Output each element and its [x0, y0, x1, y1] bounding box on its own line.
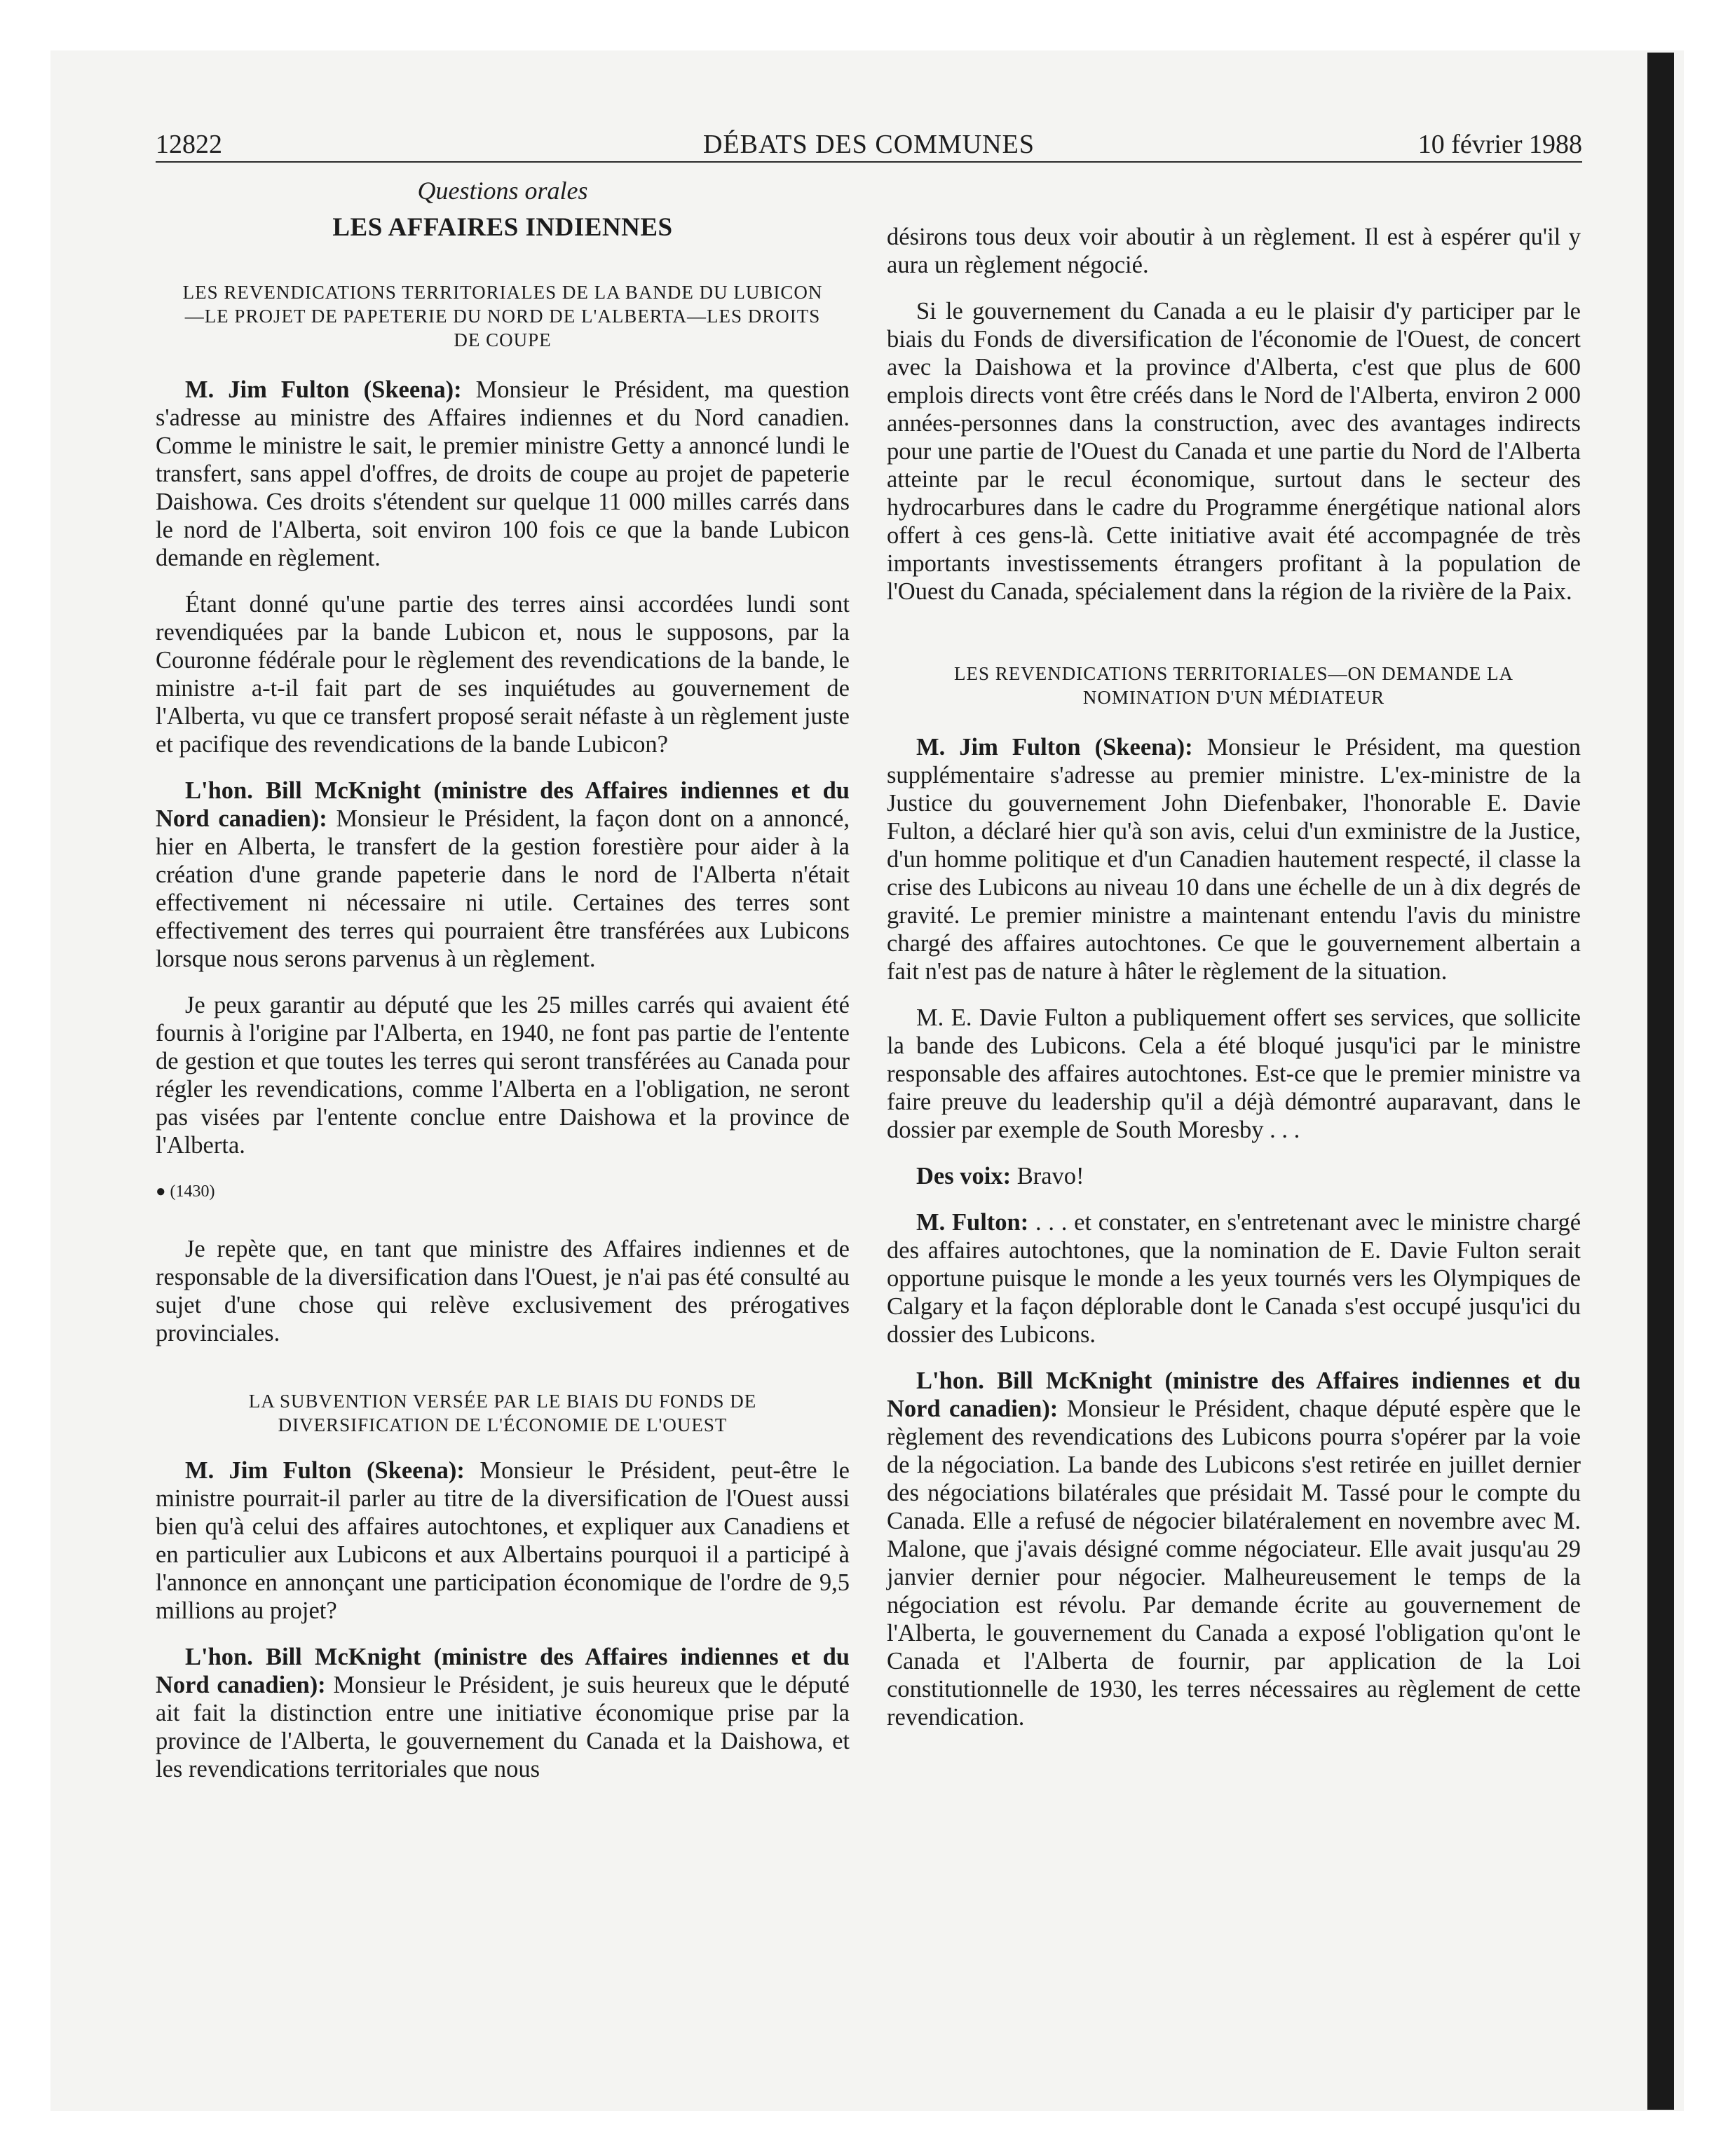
speaker: L'hon. Bill McKnight (ministre des Affaires indiennes et du Nord canadien): [156, 777, 850, 832]
scan-edge-bar [1647, 53, 1674, 2110]
subhead-lubicon-land-claims: LES REVENDICATIONS TERRITORIALES DE LA BANDE DU LUBICON—LE PROJET DE PAPETERIE DU NORD DE L'ALBERTA—LES DROITS DE COUPE [182, 282, 823, 350]
speech-text: Monsieur le Président, ma question s'adresse au ministre des Affaires indiennes et du Nord canadien. Comme le ministre le sait, le premier ministre Getty a annoncé lundi le transfert, sans appel d'offres, de droits de coupe au projet de papeterie Daishowa. Ces droits s'étendent sur quelque 11 000 milles carrés dans le nord de l'Alberta, soit environ 100 fois ce que la bande Lubicon demande en règlement. [156, 376, 850, 571]
speech-text: Monsieur le Président, chaque député espère que le règlement des revendications des Lubicons pourra s'opérer par la voie de la négociation. La bande des Lubicons s'est retirée en juillet dernier des négociations bilatérales que présidait M. Tassé pour le compte du Canada. Elle a refusé de négocier bilatéralement en novembre avec M. Malone, que j'avais désigné comme négociateur. Elle avait jusqu'au 29 janvier dernier pour négocier. Malheureusement le temps de la négociation est révolu. Par demande écrite au gouvernement de l'Alberta, le gouvernement du Canada a exposé l'obligation qu'ont le Canada et l'Alberta de fournir, par application de la Loi constitutionnelle de 1930, les terres nécessaires au règlement de cette revendication. [887, 1396, 1581, 1731]
left-column [156, 175, 850, 1783]
paragraph [887, 733, 1581, 985]
right-column [887, 223, 1581, 1731]
paragraph [887, 1367, 1581, 1731]
paragraph [887, 1162, 1581, 1190]
subhead-mediator-request: LES REVENDICATIONS TERRITORIALES—ON DEMANDE LA NOMINATION D'UN MÉDIATEUR [954, 663, 1513, 708]
speech-text: . . . et constater, en s'entretenant avec le ministre chargé des affaires autochtones, que la nomination de E. Davie Fulton serait opportune puisque le monde a les yeux tournés vers les Olympiques de Calgary et la façon déplorable dont le Canada s'est occupé jusqu'ici du dossier des Lubicons. [887, 1209, 1581, 1348]
speech-text: Monsieur le Président, la façon dont on a annoncé, hier en Alberta, le transfert de la gestion forestière pour aider à la création d'une grande papeterie dans le nord de l'Alberta n'était effectivement ni nécessaire ni utile. Certaines des terres sont effectivement des terres qui pourraient être transférées aux Lubicons lorsque nous serons parvenus à un règlement. [156, 805, 850, 972]
paragraph: désirons tous deux voir aboutir à un règlement. Il est à espérer qu'il y aura un règlement négocié. [887, 224, 1581, 278]
paragraph [156, 1643, 850, 1783]
paragraph: Je repète que, en tant que ministre des Affaires indiennes et de responsable de la diversification dans l'Ouest, je n'ai pas été consulté au sujet d'une chose qui relève exclusivement des prérogatives provinciales. [156, 1236, 850, 1346]
bullet-icon: ● [156, 1182, 166, 1201]
speech-text: Monsieur le Président, peut-être le ministre pourrait-il parler au titre de la diversification de l'Ouest aussi bien qu'à celui des affaires autochtones, et expliquer aux Canadiens et en particulier aux Lubicons et aux Albertains pourquoi il a participé à l'annonce en annonçant une participation économique de l'ordre de 9,5 millions au projet? [156, 1457, 850, 1624]
speaker: M. Fulton: [916, 1209, 1029, 1236]
speech-text: Monsieur le Président, je suis heureux que le député ait fait la distinction entre une initiative économique prise par la province de l'Alberta, le gouvernement du Canada et la Daishowa, et les revendications territoriales que nous [156, 1672, 850, 1782]
speaker: L'hon. Bill McKnight (ministre des Affaires indiennes et du Nord canadien): [156, 1644, 850, 1698]
speaker: M. Jim Fulton (Skeena): [185, 1457, 465, 1484]
paragraph [887, 1208, 1581, 1349]
speech-text: Monsieur le Président, ma question supplémentaire s'adresse au premier ministre. L'ex-ministre de la Justice du gouvernement John Diefenbaker, l'honorable E. Davie Fulton, a déclaré hier qu'à son avis, celui d'un exministre de la Justice, d'un homme politique et d'un Canadien hautement respecté, il classe la crise des Lubicons au niveau 10 dans une échelle de un à dix degrés de gravité. Le premier ministre a maintenant entendu l'avis du ministre chargé des affaires autochtones. Ce que le gouvernement albertain a fait n'est pas de nature à hâter le règlement de la situation. [887, 734, 1581, 985]
time-marker-text: (1430) [170, 1182, 215, 1201]
paragraph: M. E. Davie Fulton a publiquement offert ses services, que sollicite la bande des Lubicons. Cela a été bloqué jusqu'ici par le ministre responsable des affaires autochtones. Est-ce que le premier ministre va faire preuve du leadership qu'il a déjà démontré auparavant, dans le dossier par exemple de South Moresby . . . [887, 1004, 1581, 1143]
time-marker [156, 1178, 850, 1206]
speaker: M. Jim Fulton (Skeena): [916, 734, 1193, 760]
paragraph [156, 1456, 850, 1625]
page-number: 12822 [156, 130, 222, 159]
speech-text: Bravo! [1011, 1163, 1084, 1189]
publication-title: DÉBATS DES COMMUNES [703, 130, 1035, 159]
speaker: L'hon. Bill McKnight (ministre des Affaires indiennes et du Nord canadien): [887, 1367, 1581, 1422]
rubric: Questions orales [417, 177, 588, 205]
section-title: LES AFFAIRES INDIENNES [332, 213, 673, 242]
subhead-diversification-fund: LA SUBVENTION VERSÉE PAR LE BIAIS DU FONDS DE DIVERSIFICATION DE L'ÉCONOMIE DE L'OUEST [248, 1391, 757, 1435]
paragraph: Étant donné qu'une partie des terres ainsi accordées lundi sont revendiquées par la bande Lubicon et, nous le supposons, par la Couronne fédérale pour le règlement des revendications de la bande, le ministre a-t-il fait part de ses inquiétudes au gouvernement de l'Alberta, vu que ce transfert proposé serait néfaste à un règlement juste et pacifique des revendications de la bande Lubicon? [156, 591, 850, 758]
running-head [156, 129, 1582, 163]
speaker: Des voix: [916, 1163, 1012, 1189]
issue-date: 10 février 1988 [1417, 130, 1582, 159]
paragraph: Je peux garantir au député que les 25 milles carrés qui avaient été fournis à l'origine par l'Alberta, en 1940, ne font pas partie de l'entente de gestion et que toutes les terres qui seront transférées au Canada pour régler les revendications, comme l'Alberta en a l'obligation, ne seront pas visées par l'entente conclue entre Daishowa et la province de l'Alberta. [156, 992, 850, 1159]
paragraph [156, 777, 850, 973]
paragraph [156, 376, 850, 572]
paragraph: Si le gouvernement du Canada a eu le plaisir d'y participer par le biais du Fonds de diversification de l'économie de l'Ouest, de concert avec la Daishowa et la province d'Alberta, c'est que plus de 600 emplois directs vont être créés dans le Nord de l'Alberta, environ 2 000 années-personnes dans la construction, avec des avantages indirects pour une partie de l'Ouest du Canada et une partie du Nord de l'Alberta atteinte par le recul économique, surtout dans le secteur des hydrocarbures dans le cadre du Programme énergétique national alors offert à ces gens-là. Cette initiative avait été accompagnée de très importants investissements étrangers profitant à la population de l'Ouest du Canada, spécialement dans la région de la rivière de la Paix. [887, 298, 1581, 605]
speaker: M. Jim Fulton (Skeena): [185, 376, 462, 403]
